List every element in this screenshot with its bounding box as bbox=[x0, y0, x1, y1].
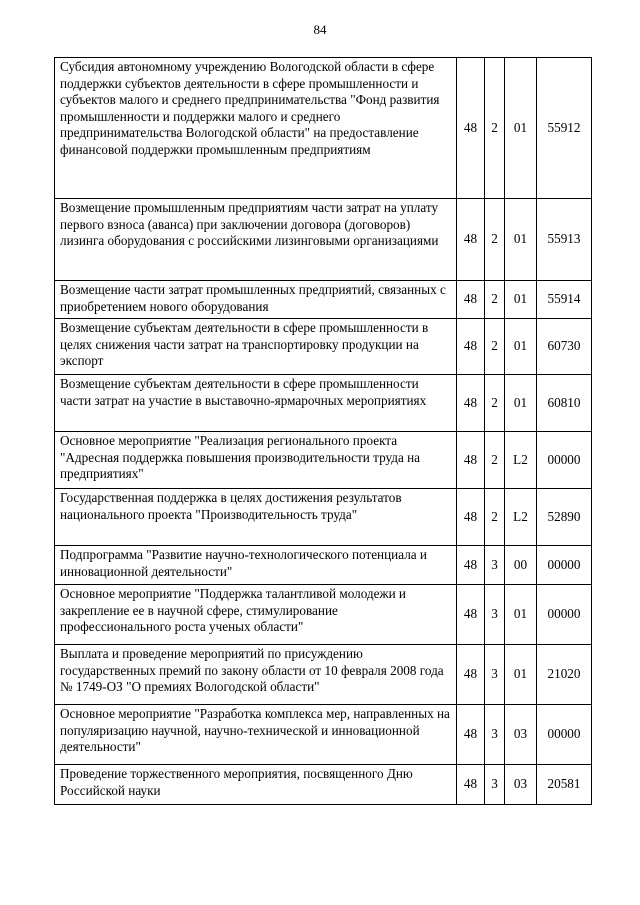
code-cell-3: 01 bbox=[505, 375, 537, 432]
code-cell-1: 48 bbox=[457, 199, 485, 281]
code-cell-1: 48 bbox=[457, 765, 485, 805]
row-name-cell bbox=[55, 375, 457, 432]
code-cell-3: L2 bbox=[505, 489, 537, 546]
code-cell-4: 55912 bbox=[537, 58, 592, 199]
code-cell-1: 48 bbox=[457, 319, 485, 375]
code-cell-2: 2 bbox=[485, 199, 505, 281]
row-name-cell bbox=[55, 58, 457, 199]
code-cell-4: 00000 bbox=[537, 546, 592, 585]
code-cell-1: 48 bbox=[457, 489, 485, 546]
code-cell-2: 2 bbox=[485, 281, 505, 319]
code-cell-4: 20581 bbox=[537, 765, 592, 805]
code-cell-2: 3 bbox=[485, 765, 505, 805]
code-cell-3: L2 bbox=[505, 432, 537, 489]
row-name-cell bbox=[55, 765, 457, 805]
row-name-cell bbox=[55, 319, 457, 375]
code-cell-4: 00000 bbox=[537, 432, 592, 489]
code-cell-4: 00000 bbox=[537, 705, 592, 765]
row-name-cell bbox=[55, 489, 457, 546]
code-cell-4: 21020 bbox=[537, 645, 592, 705]
code-cell-1: 48 bbox=[457, 705, 485, 765]
row-name-cell bbox=[55, 546, 457, 585]
table-row bbox=[55, 432, 592, 489]
row-name-text: Подпрограмма "Развитие научно-технологического потенциала и инновационной деятельности" bbox=[60, 547, 427, 579]
table-row bbox=[55, 546, 592, 585]
table-row bbox=[55, 705, 592, 765]
code-cell-2: 3 bbox=[485, 546, 505, 585]
table-row bbox=[55, 199, 592, 281]
code-cell-1: 48 bbox=[457, 375, 485, 432]
code-cell-2: 2 bbox=[485, 319, 505, 375]
code-cell-2: 2 bbox=[485, 58, 505, 199]
row-name-cell bbox=[55, 705, 457, 765]
row-name-text: Выплата и проведение мероприятий по присуждению государственных премий по закону области от 10 февраля 2008 года № 1749-ОЗ "О премиях Вологодской области" bbox=[60, 646, 444, 695]
code-cell-2: 3 bbox=[485, 705, 505, 765]
row-name-text: Возмещение субъектам деятельности в сфере промышленности в целях снижения части затрат на транспортировку продукции на экспорт bbox=[60, 320, 429, 369]
code-cell-1: 48 bbox=[457, 281, 485, 319]
row-name-text: Возмещение субъектам деятельности в сфере промышленности части затрат на участие в выставочно-ярмарочных мероприятиях bbox=[60, 376, 427, 408]
row-name-text: Основное мероприятие "Реализация регионального проекта "Адресная поддержка повышения производительности труда на предприятиях" bbox=[60, 433, 421, 482]
row-name-text: Возмещение промышленным предприятиям части затрат на уплату первого взноса (аванса) при заключении договора (договоров) лизинга оборудования с российскими лизинговыми организациями bbox=[60, 200, 439, 249]
table-body bbox=[55, 58, 592, 805]
code-cell-4: 00000 bbox=[537, 585, 592, 645]
row-name-cell bbox=[55, 281, 457, 319]
row-name-cell bbox=[55, 585, 457, 645]
code-cell-1: 48 bbox=[457, 58, 485, 199]
row-name-cell bbox=[55, 645, 457, 705]
row-name-text: Государственная поддержка в целях достижения результатов национального проекта "Производительность труда" bbox=[60, 490, 402, 522]
code-cell-3: 01 bbox=[505, 281, 537, 319]
row-name-text: Субсидия автономному учреждению Вологодской области в сфере поддержки субъектов деятельности в сфере промышленности и субъектов малого и среднего предпринимательства "Фонд развития промышленности и поддержки малого и среднего предпринимательства Вологодской области" на предоставление финансовой поддержки промышленным предприятиям bbox=[60, 59, 440, 157]
code-cell-3: 00 bbox=[505, 546, 537, 585]
table-row bbox=[55, 281, 592, 319]
code-cell-3: 01 bbox=[505, 199, 537, 281]
code-cell-2: 3 bbox=[485, 645, 505, 705]
code-cell-4: 60730 bbox=[537, 319, 592, 375]
table-row bbox=[55, 585, 592, 645]
code-cell-2: 2 bbox=[485, 375, 505, 432]
row-name-cell bbox=[55, 432, 457, 489]
table-row bbox=[55, 375, 592, 432]
code-cell-3: 01 bbox=[505, 585, 537, 645]
table-row bbox=[55, 645, 592, 705]
code-cell-4: 60810 bbox=[537, 375, 592, 432]
table-row bbox=[55, 58, 592, 199]
code-cell-4: 55914 bbox=[537, 281, 592, 319]
code-cell-4: 52890 bbox=[537, 489, 592, 546]
table-row bbox=[55, 489, 592, 546]
row-name-text: Возмещение части затрат промышленных предприятий, связанных с приобретением нового оборудования bbox=[60, 282, 446, 314]
code-cell-1: 48 bbox=[457, 546, 485, 585]
code-cell-3: 01 bbox=[505, 645, 537, 705]
row-name-cell bbox=[55, 199, 457, 281]
page-number: 84 bbox=[313, 22, 327, 37]
code-cell-3: 03 bbox=[505, 765, 537, 805]
code-cell-2: 3 bbox=[485, 585, 505, 645]
code-cell-1: 48 bbox=[457, 585, 485, 645]
code-cell-4: 55913 bbox=[537, 199, 592, 281]
budget-classification-table bbox=[54, 57, 592, 805]
code-cell-1: 48 bbox=[457, 432, 485, 489]
code-cell-3: 01 bbox=[505, 319, 537, 375]
row-name-text: Основное мероприятие "Поддержка талантливой молодежи и закрепление ее в научной сфере, стимулирование профессионального роста ученых области" bbox=[60, 586, 406, 635]
code-cell-2: 2 bbox=[485, 489, 505, 546]
code-cell-2: 2 bbox=[485, 432, 505, 489]
row-name-text: Основное мероприятие "Разработка комплекса мер, направленных на популяризацию научной, научно-технической и инновационной деятельности" bbox=[60, 706, 450, 755]
code-cell-1: 48 bbox=[457, 645, 485, 705]
table-row bbox=[55, 765, 592, 805]
code-cell-3: 03 bbox=[505, 705, 537, 765]
code-cell-3: 01 bbox=[505, 58, 537, 199]
table-row bbox=[55, 319, 592, 375]
row-name-text: Проведение торжественного мероприятия, посвященного Дню Российской науки bbox=[60, 766, 413, 798]
